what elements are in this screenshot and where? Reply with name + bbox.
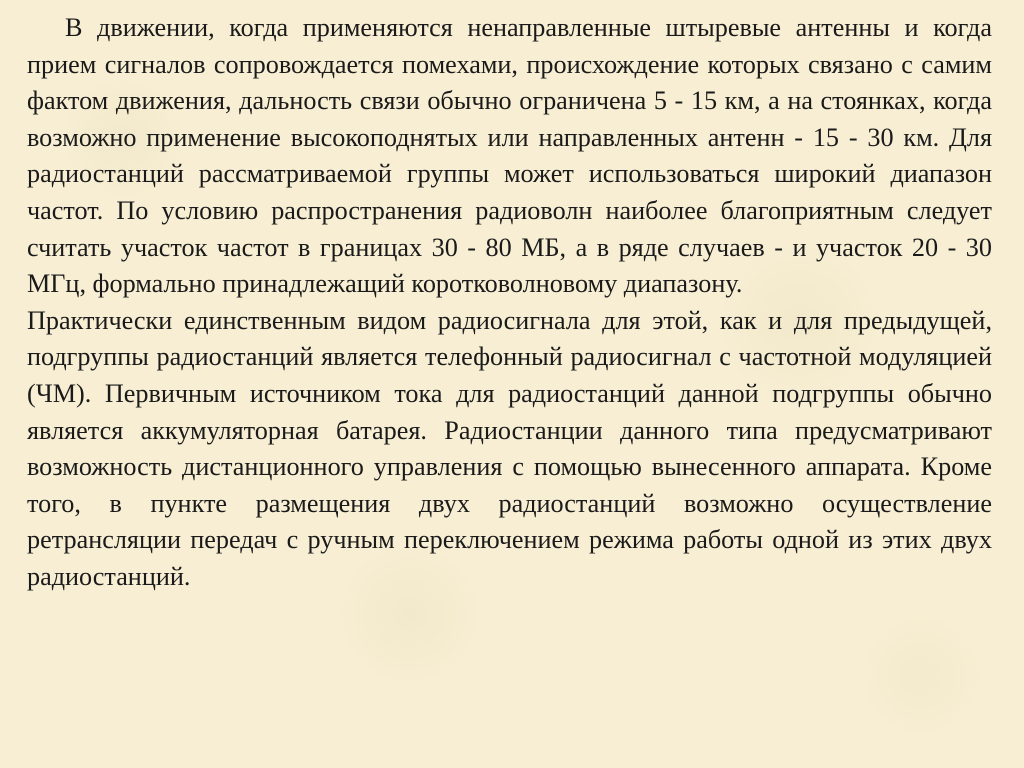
paragraph-2: Практически единственным видом радиосигнала для этой, как и для предыдущей, подгруппы радиостанций является телефонный радиосигнал с частотной модуляцией (ЧМ). Первичным источником тока для радиостанций данной подгруппы обычно является аккумуляторная батарея. Радиостанции данного типа предусматривают возможность дистанционного управления с помощью вынесенного аппарата. Кроме того, в пункте размещения двух радиостанций возможно осуществление ретрансляции передач с ручным переключением режима работы одной из этих двух радиостанций. — [27, 305, 992, 591]
paragraph-1: В движении, когда применяются ненаправленные штыревые антенны и когда прием сигналов сопровождается помехами, происхождение которых связано с самим фактом движения, дальность связи обычно ограничена 5 - 15 км, а на стоянках, когда возможно применение высокоподнятых или направленных антенн - 15 - 30 км. Для радиостанций рассматриваемой группы может использоваться широкий диапазон частот. По условию распространения радиоволн наиболее благоприятным следует считать участок частот в границах 30 - 80 МБ, а в ряде случаев - и участок 20 - 30 МГц, формально принадлежащий коротковолновому диапазону. — [27, 13, 992, 299]
